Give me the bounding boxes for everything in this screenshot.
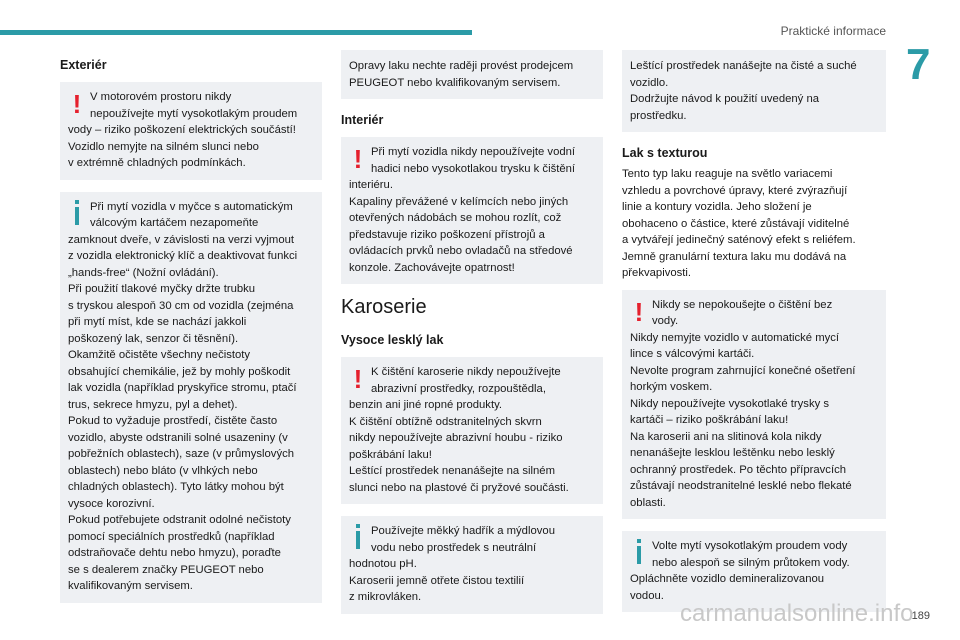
text-line: se s dealerem značky PEUGEOT nebo	[68, 563, 264, 576]
text-line: „hands-free“ (Nožní ovládání).	[68, 266, 219, 279]
text-line: poškozený lak, senzor či těsnění).	[68, 332, 239, 345]
text-line: Leštící prostředek nanášejte na čisté a suché	[630, 60, 857, 72]
text-line: chladných oblastech). Tyto látky mohou být	[68, 481, 284, 493]
text-line: Dodržujte návod k použití uvedený na	[630, 93, 820, 105]
text-line: v extrémně chladných podmínkách.	[68, 157, 246, 169]
note-rest-lines	[349, 556, 595, 606]
text-line: vozidlo, abyste odstranili solné usazeniny (v	[68, 431, 288, 444]
text-line: Nikdy nemyjte vozidlo v automatické mycí	[630, 331, 840, 344]
warning-note-engine	[60, 82, 322, 180]
text-line: z vozidla elektronický klíč a deaktivovat funkci	[68, 250, 298, 262]
chapter-number: 7	[906, 40, 931, 89]
warning-note-texture	[622, 290, 886, 520]
text-line: nenanášejte lesklou leštěnku nebo lesklý	[630, 447, 835, 459]
polish-box	[622, 50, 886, 132]
text-line: Nikdy se nepokoušejte o čištění bez	[652, 298, 833, 311]
section-title: Praktické informace	[780, 24, 886, 38]
note-first-lines	[68, 199, 314, 232]
text-line: lince s válcovými kartáči.	[630, 348, 755, 360]
text-line: Pokud potřebujete odstranit odolné nečistoty	[68, 514, 291, 526]
text-line: abrazivní prostředky, rozpouštědla,	[371, 382, 546, 395]
text-line: překvapivosti.	[622, 267, 692, 279]
warning-note-interior	[341, 137, 603, 284]
watermark: carmanualsonline.info	[680, 600, 914, 627]
text-line: vozidlo.	[630, 76, 669, 89]
text-line: Opláchněte vozidlo demineralizovanou	[630, 573, 825, 585]
text-line: s tryskou alespoň 30 cm od vozidla (zejména	[68, 299, 294, 312]
text-line: Nikdy nepoužívejte vysokotlaké trysky s	[630, 397, 830, 410]
text-line: válcovým kartáčem nezapomeňte	[90, 217, 259, 229]
text-line: poškrábání laku!	[349, 448, 432, 461]
info-note-carwash	[60, 192, 322, 603]
text-line: otevřených nádobách se mohou rozlít, což	[349, 212, 562, 224]
text-line: oblastech) nebo bláto (v vlhkých nebo	[68, 464, 258, 477]
text-line: kartáči – riziko poškrábání laku!	[630, 414, 789, 426]
info-note-cloth	[341, 516, 603, 614]
text-line: konzole. Zachovávejte opatrnost!	[349, 261, 515, 274]
text-line: Opravy laku nechte raději provést prodejcem	[349, 60, 574, 72]
text-line: Okamžitě očistěte všechny nečistoty	[68, 349, 251, 361]
note-first-lines	[630, 297, 878, 330]
text-line: vzhledu a povrchové úpravy, které zvýrazňují	[622, 184, 848, 197]
heading-body: Karoserie	[341, 296, 427, 318]
text-line: z mikrovláken.	[349, 591, 422, 603]
page-number: 189	[911, 610, 930, 622]
column-3	[622, 50, 886, 624]
text-line: vodu nebo prostředek s neutrální	[371, 541, 537, 554]
text-line: Volte mytí vysokotlakým proudem vody	[652, 540, 848, 552]
note-first-lines	[349, 523, 595, 556]
text-line: Při mytí vozidla v myčce s automatickým	[90, 200, 293, 213]
note-rest-lines	[68, 232, 314, 595]
text-line: pobřežních oblastech), saze (v průmyslových	[68, 448, 295, 460]
text-line: vodou.	[630, 589, 664, 602]
heading-high-gloss: Vysoce lesklý lak	[341, 333, 444, 347]
paint-repair-box	[341, 50, 603, 99]
note-first-lines	[349, 364, 595, 397]
text-line: Leštící prostředek nenanášejte na silném	[349, 465, 555, 477]
column-1	[60, 50, 322, 615]
text-line: Při použití tlakové myčky držte trubku	[68, 283, 256, 295]
note-rest-lines	[68, 122, 314, 172]
text-line: lak vozidla (například pryskyřice stromu, ptačí	[68, 382, 297, 394]
text-line: prostředku.	[630, 109, 687, 122]
info-icon	[356, 524, 368, 554]
text-line: oblasti.	[630, 496, 666, 509]
text-line: ovládacích prvků nebo ovladačů na středové	[349, 245, 573, 257]
text-line: při mytí míst, kde se nachází jakkoli	[68, 316, 247, 328]
note-rest-lines	[630, 330, 878, 512]
warning-icon: !	[72, 89, 82, 119]
heading-exterior: Exteriér	[60, 58, 107, 72]
text-line: Při mytí vozidla nikdy nepoužívejte vodní	[371, 146, 576, 158]
text-line: obohaceno o částice, které zůstávají viditelné	[622, 217, 850, 230]
info-icon	[75, 200, 87, 230]
header-accent-bar	[0, 30, 472, 35]
text-line: nebo alespoň se silným průtokem vody.	[652, 556, 850, 569]
text-line: obsahující chemikálie, jež by mohly poškodit	[68, 365, 291, 378]
text-line: Na karoserii ani na slitinová kola nikdy	[630, 430, 822, 443]
text-line: K čištění karoserie nikdy nepoužívejte	[371, 366, 561, 378]
text-line: hodnotou pH.	[349, 558, 417, 570]
text-line: Kapaliny převážené v kelímcích nebo jiných	[349, 195, 569, 208]
text-line: odstraňovače dehtu nebo hmyzu), poraďte	[68, 547, 281, 559]
text-line: Pokud to vyžaduje prostředí, čistěte často	[68, 415, 278, 427]
note-first-lines	[630, 538, 878, 571]
text-line: Nevolte program zahrnující konečné ošetření	[630, 364, 856, 377]
warning-icon: !	[353, 364, 363, 394]
text-line: V motorovém prostoru nikdy	[90, 91, 232, 103]
heading-interior: Interiér	[341, 113, 384, 127]
text-line: a vytvářejí jedinečný saténový efekt s reliéfem.	[622, 234, 856, 246]
text-line: vody.	[652, 315, 679, 327]
note-rest-lines	[349, 397, 595, 496]
textured-paint-paragraph	[622, 166, 886, 282]
text-line: kvalifikovaným servisem.	[68, 580, 193, 592]
text-line: nepoužívejte mytí vysokotlakým proudem	[90, 107, 298, 120]
text-line: pomocí speciálních prostředků (například	[68, 530, 275, 543]
text-line: PEUGEOT nebo kvalifikovaným servisem.	[349, 76, 561, 89]
text-line: linie a kontury vozidla. Jeho složení je	[622, 201, 812, 213]
text-line: slunci nebo na plastové či pryžové součásti.	[349, 481, 569, 494]
note-first-lines	[68, 89, 314, 122]
text-line: interiéru.	[349, 179, 393, 191]
text-line: K čištění obtížně odstranitelných skvrn	[349, 415, 542, 428]
text-line: Jemně granulární textura laku mu dodává na	[622, 250, 847, 263]
note-first-lines	[349, 144, 595, 177]
text-line: Tento typ laku reaguje na světlo variacemi	[622, 168, 833, 180]
text-line: trus, sekrece hmyzu, pyl a dehet).	[68, 398, 238, 411]
warning-note-gloss	[341, 357, 603, 504]
note-rest-lines	[349, 177, 595, 276]
warning-icon: !	[634, 296, 644, 327]
text-line: nikdy nepoužívejte abrazivní houbu - riziko	[349, 432, 563, 444]
text-line: vysoce korozivní.	[68, 497, 155, 510]
text-line: Používejte měkký hadřík a mýdlovou	[371, 525, 555, 537]
text-line: představuje riziko poškození přístrojů a	[349, 228, 545, 241]
warning-icon: !	[353, 144, 363, 174]
text-line: Vozidlo nemyjte na silném slunci nebo	[68, 140, 259, 153]
column-2	[341, 50, 603, 626]
text-line: Karoserii jemně otřete čistou textilií	[349, 574, 525, 587]
text-line: vody – riziko poškození elektrických součástí!	[68, 124, 296, 136]
info-icon	[637, 539, 649, 569]
heading-textured-paint: Lak s texturou	[622, 146, 708, 160]
text-line: ochranný prostředek. Po těchto přípravcích	[630, 463, 847, 476]
text-line: zamknout dveře, v závislosti na verzi vyjmout	[68, 233, 295, 246]
text-line: benzin ani jiné ropné produkty.	[349, 399, 503, 411]
text-line: horkým voskem.	[630, 381, 713, 393]
text-line: zůstávají neodstranitelné lesklé nebo flekaté	[630, 480, 852, 492]
text-line: hadici nebo vysokotlakou trysku k čištění	[371, 162, 576, 175]
